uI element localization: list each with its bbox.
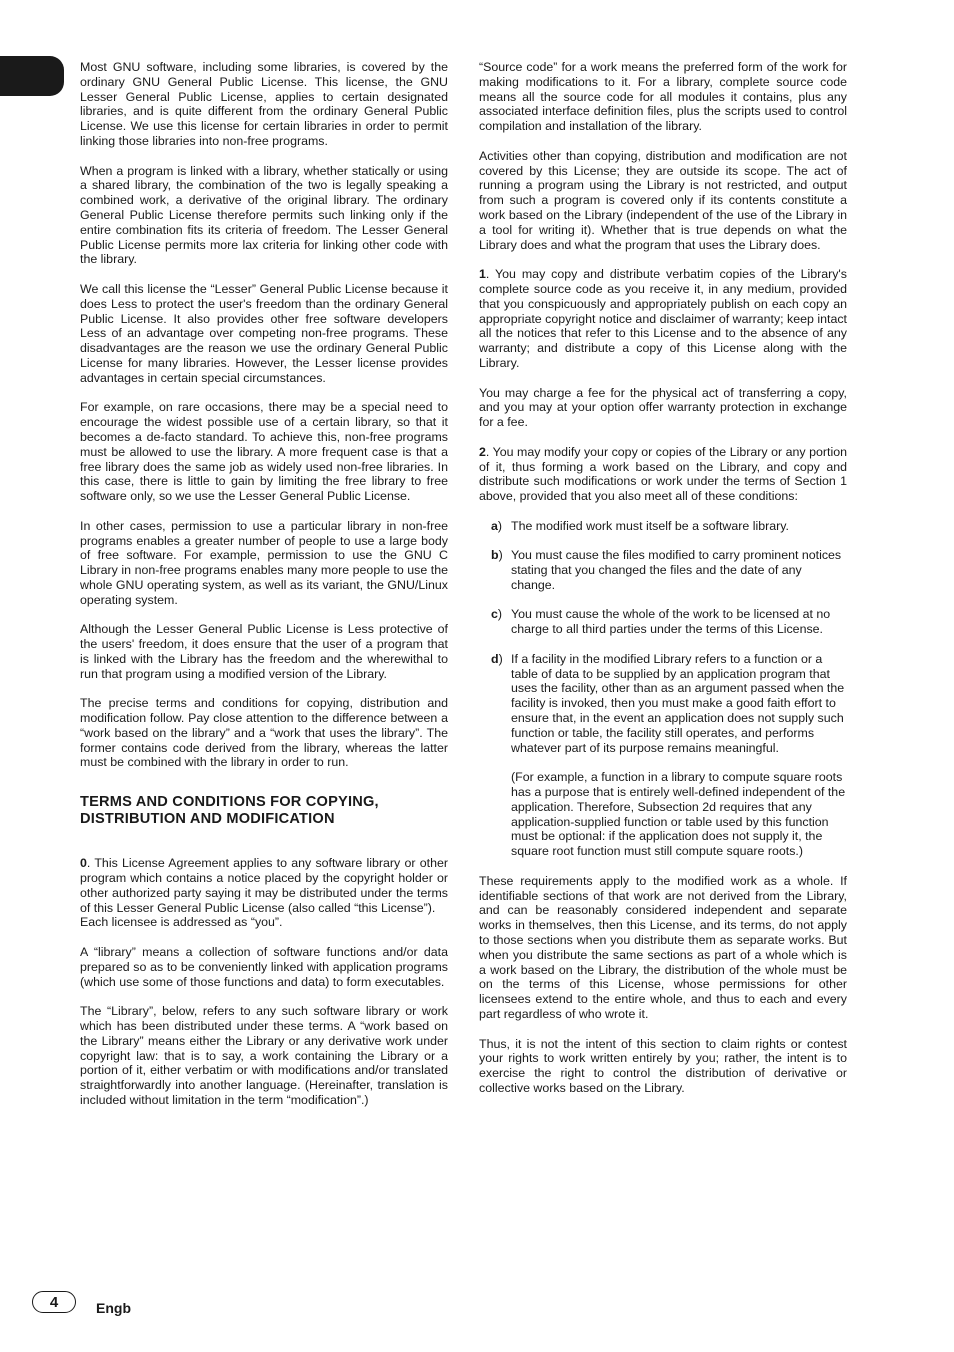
section-number: 0 [80,856,87,871]
heading-line-1: TERMS AND CONDITIONS FOR COPYING, [80,794,379,811]
paragraph: The “Library”, below, refers to any such software library or work which has been distributed under these terms. A “work based on the Library” means either the Library or any derivative work under copyright law: that is to say, a work containing the Library or a portion of it, either verbatim or with modifications and/or translated straightforwardly into another language. (Hereinafter, translation is included without limitation in the term “modification”.) [80,1004,448,1107]
section-text: . You may modify your copy or copies of the Library or any portion of it, thus forming a work based on the Library, and copy and distribute such modifications or work under the terms of Section 1 above, provided that you also meet all of these conditions: [479,444,847,504]
paragraph: In other cases, permission to use a particular library in non-free programs enables a greater number of people to use a large body of free software. For example, permission to use the GNU C Library in non-free programs enables many more people to use the whole GNU operating system, as well as its variant, the GNU/Linux operating system. [80,518,448,607]
paragraph: Most GNU software, including some libraries, is covered by the ordinary GNU General Public License. This license, the GNU Lesser General Public License, applies to certain designated libraries, and is quite different from the ordinary General Public License. We use this license for certain libraries in order to permit linking those libraries into non-free programs. [80,60,448,148]
paragraph: “Source code” for a work means the preferred form of the work for making modifications to it. For a library, complete source code means all the source code for all modules it contains, plus any associated interface definition files, plus the scripts used to control compilation and installation of the library. [479,60,847,134]
list-item: a) The modified work must itself be a software library. [491,519,847,534]
section-number: 1 [479,267,486,282]
list-item-letter: d [491,651,499,666]
section-heading [80,794,448,828]
paragraph: The precise terms and conditions for copying, distribution and modification follow. Pay close attention to the difference between a “work based on the library” and a “work that uses the library”. The former contains code derived from the library, whereas the latter must be combined with the library in order to run. [80,696,448,770]
section-text: . This License Agreement applies to any software library or other program which contains a notice placed by the copyright holder or other authorized party saying it may be distributed under the terms of this Lesser General Public License (also called “this License”). [80,856,448,915]
list-item-text: If a facility in the modified Library refers to a function or a table of data to be supplied by an application program that uses the facility, other than as an argument passed when the facility is invoked, then you must make a good faith effort to ensure that, in the event an application does not supply such function or table, the facility still operates, and performs whatever part of its purpose remains meaningful. [511,651,845,755]
paragraph: For example, on rare occasions, there may be a special need to encourage the widest possible use of a certain library, so that it becomes a de-facto standard. To achieve this, non-free programs must be allowed to use the library. A more frequent case is that a free library does the same job as widely used non-free libraries. In this case, there is little to gain by limiting the free library to free software only, so we use the Lesser General Public License. [80,400,448,504]
list-item-letter: b [491,548,499,563]
section-tab-marker [0,56,64,96]
paragraph: Activities other than copying, distribution and modification are not covered by this License; they are outside its scope. The act of running a program using the Library is not restricted, and output from such a program is covered only if its contents constitute a work based on the Library (independent of the use of the Library in a tool for writing it). Whether that is true depends on what the Library does and what the program that uses the Library does. [479,148,847,252]
list-item: d) If a facility in the modified Library refers to a function or a table of data to be supplied by an application program that uses the facility, other than as an argument passed when the facility is invoked, then you must make a good faith effort to ensure that, in the event an application does not supply such function or table, the facility still operates, and performs whatever part of its purpose remains meaningful. [491,652,847,756]
paragraph: Although the Lesser General Public License is Less protective of the users' freedom, it does ensure that the user of a program that is linked with the Library has the freedom and the wherewithal to run that program using a modified version of the Library. [80,622,448,681]
right-column [479,60,847,1111]
paragraph: When a program is linked with a library, whether statically or using a shared library, the combination of the two is legally speaking a combined work, a derivative of the original library. The ordinary General Public License therefore permits such linking only if the entire combination fits its criteria of freedom. The Lesser General Public License permits more lax criteria for linking other code with the library. [80,163,448,267]
section-number: 2 [479,444,486,459]
paragraph: These requirements apply to the modified work as a whole. If identifiable sections of that work are not derived from the Library, and can be reasonably considered independent and separate works in themselves, then this License, and its terms, do not apply to those sections when you distribute them as separate works. But when you distribute the same sections as part of a whole which is a work based on the Library, the distribution of the whole must be on the terms of this License, whose permissions for other licensees extend to the entire whole, and thus to each and every part regardless of who wrote it. [479,873,847,1021]
list-item-text: The modified work must itself be a software library. [511,518,789,533]
section-0 [80,856,448,915]
section-text: . You may copy and distribute verbatim copies of the Library's complete source code as you receive it, in any medium, provided that you conspicuously and appropriately publish on each copy an appropriate copyright notice and disclaimer of warranty; keep intact all the notices that refer to this License and to the absence of any warranty; and distribute a copy of this License along with the Library. [479,267,847,370]
section-2 [479,445,847,504]
list-item-letter: a [491,518,498,533]
paragraph: We call this license the “Lesser” General Public License because it does Less to protect the user's freedom than the ordinary General Public License. It also provides other free software developers Less of an advantage over competing non-free programs. These disadvantages are the reason we use the ordinary General Public License for many libraries. However, the Lesser license provides advantages in certain special circumstances. [80,281,448,385]
page-footer [32,1288,131,1316]
left-column [80,60,448,1123]
list-item: b) You must cause the files modified to carry prominent notices stating that you changed the files and the date of any change. [491,548,847,592]
list-item: c) You must cause the whole of the work to be licensed at no charge to all third parties under the terms of this License. [491,607,847,637]
section-1 [479,267,847,371]
list-item-letter: c [491,607,498,622]
language-code: Engb [96,1300,131,1316]
paragraph: Thus, it is not the intent of this section to claim rights or contest your rights to work written entirely by you; rather, the intent is to exercise the right to control the distribution of derivative or collective works based on the Library. [479,1036,847,1095]
paragraph: You may charge a fee for the physical act of transferring a copy, and you may at your option offer warranty protection in exchange for a fee. [479,385,847,430]
list-item-text: You must cause the files modified to carry prominent notices stating that you changed the files and the date of any change. [511,548,842,592]
page-number: 4 [32,1291,76,1313]
heading-line-2: DISTRIBUTION AND MODIFICATION [80,811,335,828]
list-item-text: You must cause the whole of the work to be licensed at no charge to all third parties under the terms of this License. [511,607,831,637]
list-item-note: (For example, a function in a library to compute square roots has a purpose that is entirely well-defined independent of the application. Therefore, Subsection 2d requires that any application-supplied function or table used by this function must be optional: if the application does not supply it, the square root function must still compute square roots.) [511,770,846,859]
paragraph: Each licensee is addressed as “you”. [80,915,283,930]
paragraph: A “library” means a collection of software functions and/or data prepared so as to be conveniently linked with application programs (which use some of those functions and data) to form executables. [80,945,448,989]
